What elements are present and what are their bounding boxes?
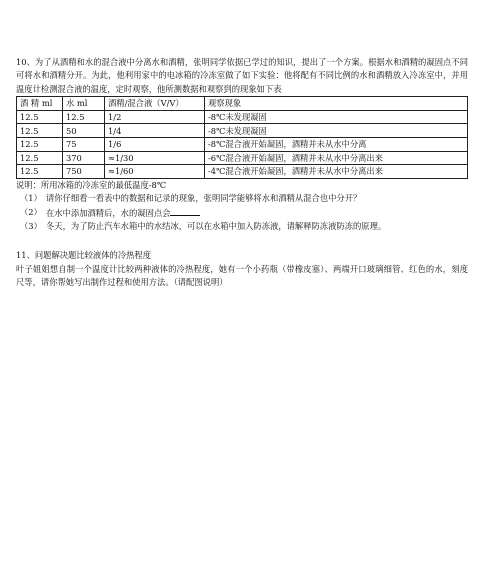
cell-alcohol: 12.5 (17, 138, 63, 152)
table-row (17, 151, 468, 165)
cell-ratio: 1/4 (105, 124, 205, 138)
sub-question-number: （2） (20, 206, 42, 217)
header-water-ml: 水 ml (63, 97, 105, 111)
sub-question-2 (16, 206, 468, 220)
cell-alcohol: 12.5 (17, 110, 63, 124)
table-row (17, 110, 468, 124)
sub-question-number: （1） (20, 193, 42, 204)
cell-ratio: ≈1/60 (105, 165, 205, 179)
cell-water: 370 (63, 151, 105, 165)
cell-water: 75 (63, 138, 105, 152)
document-page (16, 56, 468, 290)
cell-ratio: 1/6 (105, 138, 205, 152)
header-ratio: 酒精/混合液（V/V） (105, 97, 205, 111)
header-alcohol-ml: 酒 精 ml (17, 97, 63, 111)
cell-observation: -6℃混合液开始凝固，酒精并未从水中分离出来 (205, 151, 468, 165)
table-row (17, 124, 468, 138)
cell-ratio: 1/2 (105, 110, 205, 124)
cell-alcohol: 12.5 (17, 165, 63, 179)
cell-ratio: ≈1/30 (105, 151, 205, 165)
cell-observation: -8℃混合液开始凝固，酒精并未从水中分离 (205, 138, 468, 152)
cell-observation: -8℃未发现凝固 (205, 110, 468, 124)
cell-alcohol: 12.5 (17, 124, 63, 138)
cell-water: 750 (63, 165, 105, 179)
sub-question-1 (16, 192, 468, 205)
question-11-title: 11、问题解决题比较液体的冷热程度 (16, 250, 152, 261)
sub-question-text: 请你仔细看一看表中的数据和记录的现象，张明同学能够将水和酒精从混合也中分开？ (46, 193, 362, 204)
cell-alcohol: 12.5 (17, 151, 63, 165)
cell-observation: -8℃未发现凝固 (205, 124, 468, 138)
cell-water: 50 (63, 124, 105, 138)
question-10-intro: 10、为了从酒精和水的混合液中分离水和酒精，张明同学依据已学过的知识，提出了一个方案。根据水和酒精的凝固点不同可将水和酒精分开。为此，他利用家中的电冰箱的冷冻室做了如下实验：他将配有不同比例的水和酒精放入冷冻室中，并用温度计检测混合液的温度，定时观察，他所测数据和观察到的现象如下表 (16, 57, 468, 94)
header-observation: 观察现象 (205, 97, 468, 111)
table-row (17, 138, 468, 152)
table-row (17, 165, 468, 179)
sub-question-number: （3） (20, 221, 42, 231)
table-header-row (17, 97, 468, 111)
sub-question-text: 在水中添加酒精后，水的凝固点会 (46, 207, 171, 218)
cell-observation: -4℃混合液开始凝固，酒精并未从水中分离出来 (205, 165, 468, 179)
sub-question-3 (16, 220, 468, 233)
table-note: 说明：所用冰箱的冷冻室的最低温度-8℃ (16, 179, 167, 190)
sub-question-text: 冬天，为了防止汽车水箱中的水结冰，可以在水箱中加入防冻液，请解释防冻液防冻的原理。 (46, 221, 387, 231)
experiment-table (16, 96, 468, 179)
question-11-body: 叶子姐姐想自制一个温度计比较两种液体的冷热程度，她有一个小药瓶（带橡皮塞）、两端开口玻璃细管、红色的水，刻度尺等，请你帮她写出制作过程和使用方法。（请配图说明） (16, 263, 468, 288)
cell-water: 12.5 (63, 110, 105, 124)
answer-blank[interactable] (170, 206, 200, 216)
